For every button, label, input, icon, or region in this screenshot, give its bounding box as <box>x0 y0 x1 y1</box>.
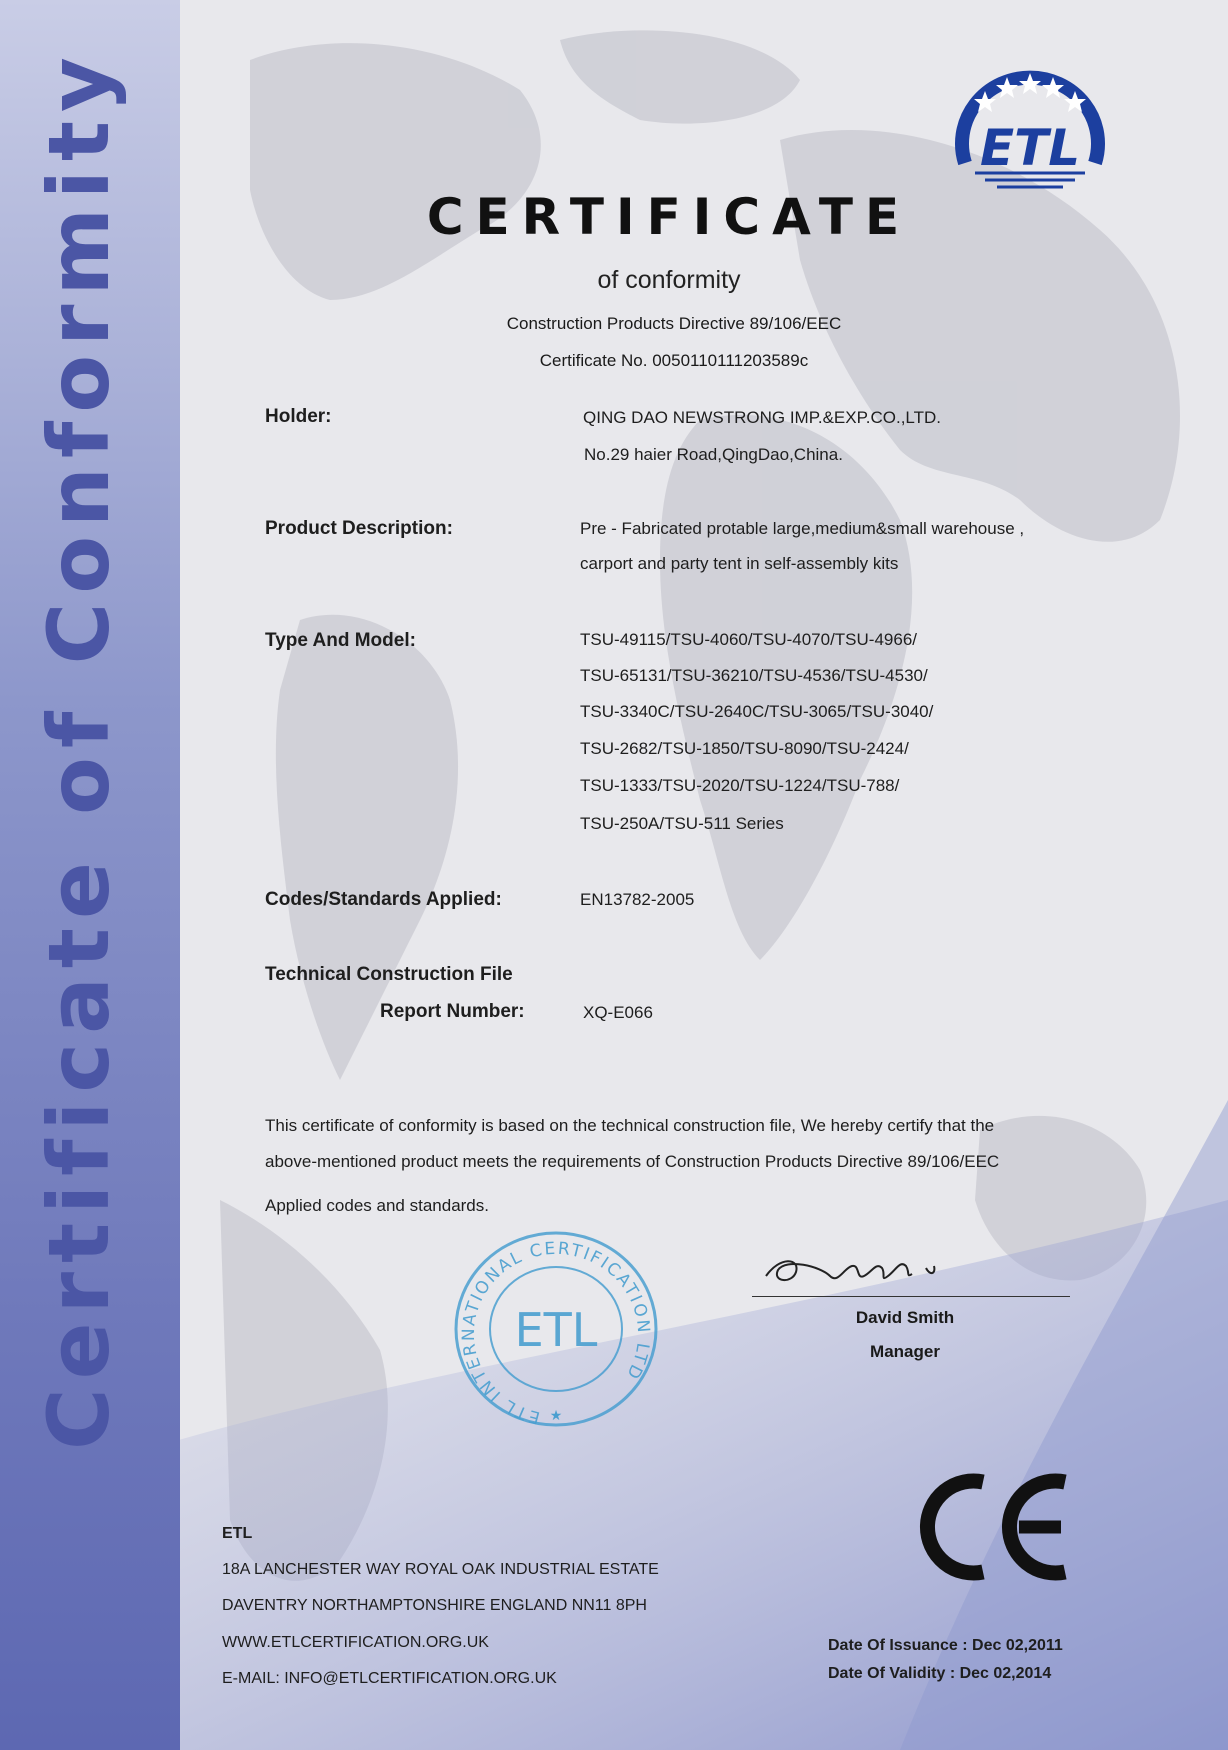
svg-text:★: ★ <box>549 1407 563 1423</box>
stamp-center-text: ETL <box>514 1303 598 1357</box>
band-vertical-title: Certificate of Conformity <box>30 48 128 1450</box>
footer-company: ETL <box>222 1525 253 1542</box>
directive-line: Construction Products Directive 89/106/EEC <box>506 314 842 333</box>
model-line-4: TSU-2682/TSU-1850/TSU-8090/TSU-2424/ <box>580 739 909 758</box>
etl-logo <box>945 55 1115 195</box>
footer-email: E-MAIL: INFO@ETLCERTIFICATION.ORG.UK <box>222 1670 557 1687</box>
codes-value: EN13782-2005 <box>580 890 695 909</box>
conformity-statement <box>265 1108 1125 1224</box>
model-label: Type And Model: <box>265 630 416 651</box>
holder-name: QING DAO NEWSTRONG IMP.&EXP.CO.,LTD. <box>583 408 942 427</box>
stamp-ring-text: ETL INTERNATIONAL CERTIFICATION LTD <box>459 1238 654 1428</box>
footer-website: WWW.ETLCERTIFICATION.ORG.UK <box>222 1634 489 1651</box>
footer-address-2: DAVENTRY NORTHAMPTONSHIRE ENGLAND NN11 8PH <box>222 1597 647 1614</box>
model-line-6: TSU-250A/TSU-511 Series <box>580 814 784 833</box>
tcf-report-number: XQ-E066 <box>583 1003 653 1022</box>
product-line-1: Pre - Fabricated protable large,medium&small warehouse , <box>580 519 1025 538</box>
signatory-name: David Smith <box>855 1308 955 1327</box>
statement-line-1: This certificate of conformity is based on the technical construction file, We hereby certify that the <box>265 1116 995 1135</box>
tcf-label-line-2: Report Number: <box>380 1001 525 1022</box>
holder-label: Holder: <box>265 406 332 427</box>
model-line-3: TSU-3340C/TSU-2640C/TSU-3065/TSU-3040/ <box>580 702 934 721</box>
certificate-subtitle: of conformity <box>597 266 741 294</box>
statement-line-2: above-mentioned product meets the requirements of Construction Products Directive 89/106/EEC <box>265 1152 1000 1171</box>
ce-mark <box>915 1472 1080 1582</box>
model-line-2: TSU-65131/TSU-36210/TSU-4536/TSU-4530/ <box>580 666 928 685</box>
certificate-title: CERTIFICATE <box>426 188 912 246</box>
statement-line-3: Applied codes and standards. <box>265 1196 489 1215</box>
product-label: Product Description: <box>265 518 453 539</box>
model-line-1: TSU-49115/TSU-4060/TSU-4070/TSU-4966/ <box>580 630 918 649</box>
date-of-validity: Date Of Validity : Dec 02,2014 <box>828 1665 1052 1682</box>
signatory-title: Manager <box>870 1342 940 1361</box>
tcf-label-line-1: Technical Construction File <box>265 964 513 985</box>
manager-signature <box>760 1246 960 1296</box>
certificate-number: Certificate No. 0050110111203589c <box>539 351 809 370</box>
codes-label: Codes/Standards Applied: <box>265 889 502 910</box>
etl-certification-stamp <box>448 1228 664 1430</box>
holder-address: No.29 haier Road,QingDao,China. <box>584 445 843 464</box>
date-of-issuance: Date Of Issuance : Dec 02,2011 <box>828 1637 1063 1654</box>
signature-line <box>752 1296 1070 1297</box>
logo-text: ETL <box>979 119 1081 177</box>
model-line-5: TSU-1333/TSU-2020/TSU-1224/TSU-788/ <box>580 776 900 795</box>
product-line-2: carport and party tent in self-assembly kits <box>580 554 899 573</box>
footer-address-1: 18A LANCHESTER WAY ROYAL OAK INDUSTRIAL ESTATE <box>222 1561 659 1578</box>
